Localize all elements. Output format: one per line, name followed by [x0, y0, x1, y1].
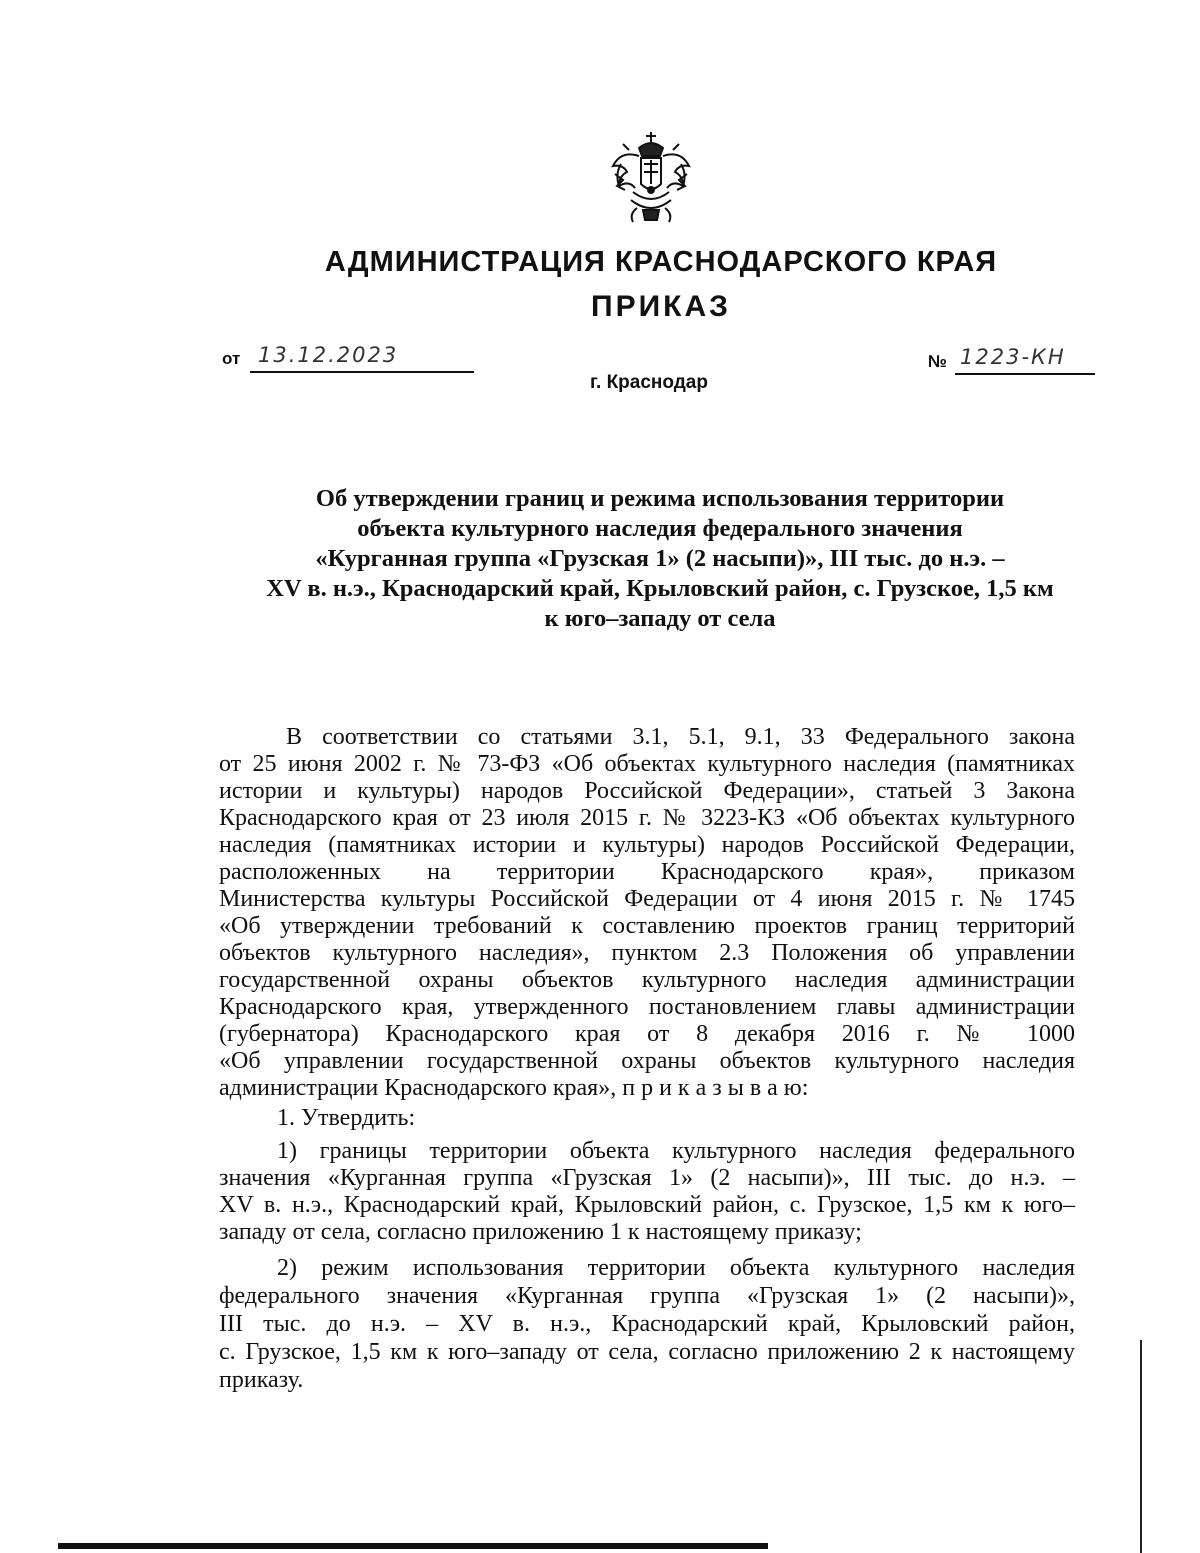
body-line: западу от села, согласно приложению 1 к настоящему приказу; [219, 1219, 862, 1245]
body-line: Министерства культуры Российской Федерации от 4 июня 2015 г. № 1745 [219, 886, 1075, 912]
clause-heading: 1. Утвердить: [277, 1105, 416, 1131]
body-line: (губернатора) Краснодарского края от 8 декабря 2016 г. № 1000 [219, 1021, 1075, 1047]
body-line: федерального значения «Курганная группа «Грузская 1» (2 насыпи)», [219, 1283, 1075, 1309]
number-underline [955, 373, 1095, 375]
body-line: «Об утверждении требований к составлению проектов границ территорий [219, 913, 1075, 939]
body-line: значения «Курганная группа «Грузская 1» (2 насыпи)», III тыс. до н.э. – [219, 1165, 1075, 1191]
date-label: от [222, 349, 241, 368]
body-line: приказу. [219, 1367, 304, 1393]
body-line: III тыс. до н.э. – XV в. н.э., Краснодарский край, Крыловский район, [219, 1311, 1075, 1337]
scan-bottom-bar [58, 1543, 768, 1549]
title-line: Об утверждении границ и режима использования территории [315, 485, 1005, 512]
body-line: 2) режим использования территории объекта культурного наследия [277, 1255, 1075, 1281]
number-label: № [928, 352, 947, 371]
document-type: ПРИКАЗ [591, 290, 731, 323]
body-line: от 25 июня 2002 г. № 73-ФЗ «Об объектах культурного наследия (памятниках [219, 751, 1075, 777]
body-line: с. Грузское, 1,5 км к юго–западу от села, согласно приложению 2 к настоящему [219, 1339, 1075, 1365]
body-line: XV в. н.э., Краснодарский край, Крыловский район, с. Грузское, 1,5 км к юго– [219, 1192, 1075, 1218]
body-line: наследия (памятниках истории и культуры) народов Российской Федерации, [219, 832, 1075, 858]
body-line: администрации Краснодарского края», п р и к а з ы в а ю: [219, 1075, 809, 1101]
body-line: истории и культуры) народов Российской Федерации», статьей 3 Закона [219, 778, 1075, 804]
number-value: 1223-КН [960, 345, 1066, 369]
body-line: В соответствии со статьями 3.1, 5.1, 9.1, 33 Федерального закона [286, 724, 1075, 750]
coat-of-arms-icon [601, 128, 701, 228]
title-line: XV в. н.э., Краснодарский край, Крыловский район, с. Грузское, 1,5 км [266, 575, 1054, 602]
body-line: Краснодарского края от 23 июля 2015 г. № 3223-КЗ «Об объектах культурного [219, 805, 1075, 831]
document-title [200, 484, 1120, 634]
body-line: 1) границы территории объекта культурного наследия федерального [277, 1138, 1075, 1164]
organization-name: АДМИНИСТРАЦИЯ КРАСНОДАРСКОГО КРАЯ [324, 246, 998, 278]
date-underline [250, 371, 474, 373]
body-line: объектов культурного наследия», пунктом 2.3 Положения об управлении [219, 940, 1075, 966]
date-value: 13.12.2023 [258, 343, 399, 367]
title-line: объекта культурного наследия федерального значения [357, 515, 963, 542]
body-line: «Об управлении государственной охраны объектов культурного наследия [219, 1048, 1075, 1074]
title-line: к юго–западу от села [544, 605, 776, 632]
body-line: расположенных на территории Краснодарского края», приказом [219, 859, 1075, 885]
title-line: «Курганная группа «Грузская 1» (2 насыпи)», III тыс. до н.э. – [315, 545, 1005, 572]
scan-edge-line [1140, 1340, 1142, 1553]
city-name: г. Краснодар [590, 372, 708, 393]
body-line: государственной охраны объектов культурного наследия администрации [219, 967, 1075, 993]
body-line: Краснодарского края, утвержденного постановлением главы администрации [219, 994, 1075, 1020]
